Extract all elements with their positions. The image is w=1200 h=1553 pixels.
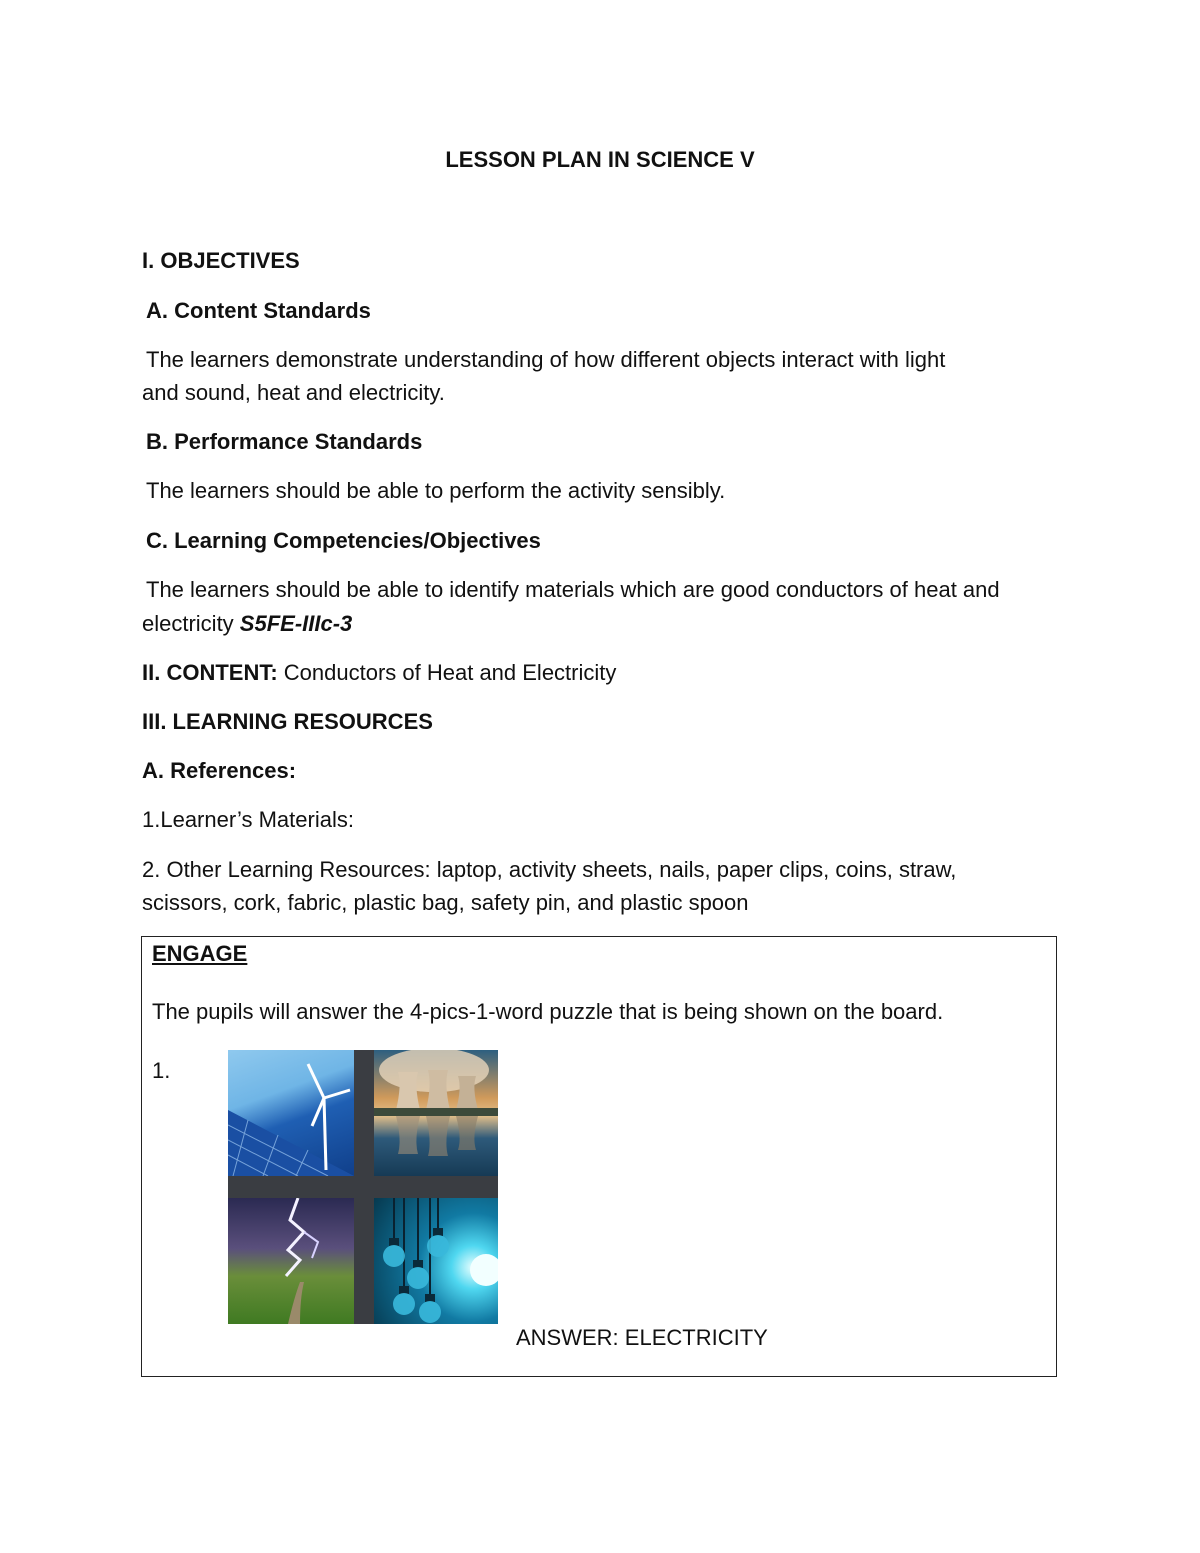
engage-heading: ENGAGE: [152, 941, 248, 966]
four-pics-puzzle-image: [228, 1050, 498, 1324]
content-standards-heading: A. Content Standards: [146, 298, 371, 323]
objectives-heading: I. OBJECTIVES: [142, 248, 300, 273]
content-standards-text-line1: The learners demonstrate understanding of how different objects interact with light: [146, 347, 946, 372]
competencies-text-line2: [142, 607, 352, 641]
content-value: Conductors of Heat and Electricity: [277, 660, 617, 685]
other-resources-line1: 2. Other Learning Resources: laptop, activity sheets, nails, paper clips, coins, straw,: [142, 857, 957, 882]
puzzle-divider-horizontal: [228, 1176, 498, 1198]
light-bulbs-icon: [374, 1198, 498, 1324]
document-title: LESSON PLAN IN SCIENCE V: [445, 147, 755, 172]
engage-box: [141, 936, 1057, 1377]
competencies-heading: C. Learning Competencies/Objectives: [146, 528, 541, 553]
lightning-icon: [228, 1198, 354, 1324]
content-label: II. CONTENT:: [142, 660, 278, 685]
competencies-text-line2-text: electricity: [142, 611, 240, 636]
content-standards-text-line2: and sound, heat and electricity.: [142, 380, 445, 405]
solar-wind-icon: [228, 1050, 354, 1176]
performance-standards-heading: B. Performance Standards: [146, 429, 423, 454]
competency-code: S5FE-IIIc-3: [239, 611, 353, 636]
learning-resources-heading: III. LEARNING RESOURCES: [142, 709, 433, 734]
performance-standards-text: The learners should be able to perform the activity sensibly.: [146, 478, 726, 503]
content-line: [142, 656, 616, 690]
puzzle-item-number: 1.: [152, 1058, 171, 1083]
power-plant-icon: [374, 1050, 498, 1176]
engage-instruction: The pupils will answer the 4-pics-1-word puzzle that is being shown on the board.: [152, 999, 944, 1024]
puzzle-answer: ANSWER: ELECTRICITY: [516, 1325, 768, 1350]
other-resources-line2: scissors, cork, fabric, plastic bag, safety pin, and plastic spoon: [142, 890, 749, 915]
competencies-text-line1: The learners should be able to identify materials which are good conductors of heat and: [146, 577, 1000, 602]
learners-materials: 1.Learner’s Materials:: [142, 807, 354, 832]
references-heading: A. References:: [142, 758, 297, 783]
